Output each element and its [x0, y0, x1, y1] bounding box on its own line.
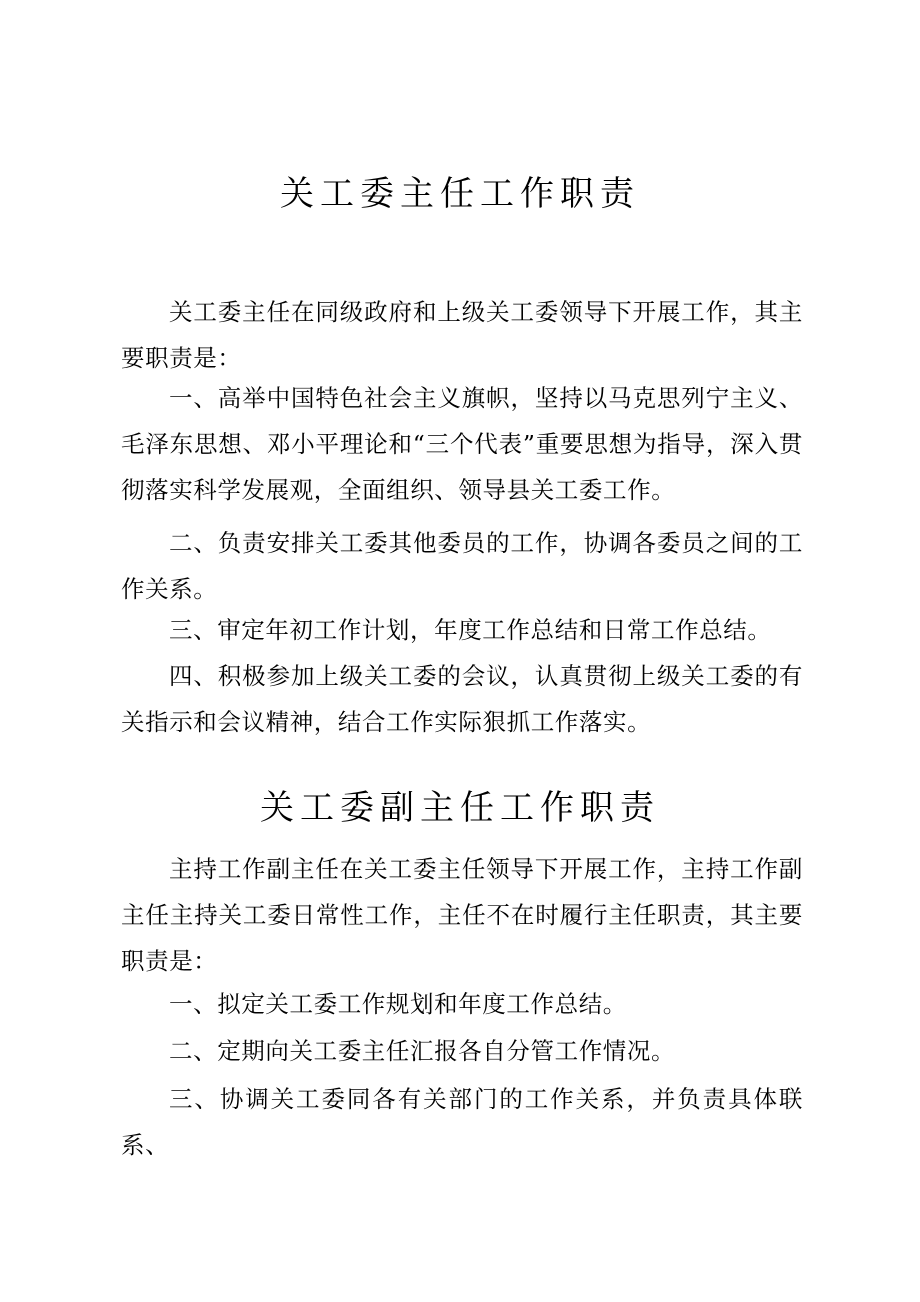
section-2-item-2: 二、定期向关工委主任汇报各自分管工作情况。 — [169, 1037, 676, 1065]
section-1-item-3: 三、审定年初工作计划，年度工作总结和日常工作总结。 — [169, 616, 772, 644]
section-2-intro-paragraph: 主持工作副主任在关工委主任领导下开展工作，主持工作副主任主持关工委日常性工作，主任不在时履行主任职责，其主要职责是： — [121, 855, 803, 975]
section-2-item-3: 三、协调关工委同各有关部门的工作关系，并负责具体联系、 — [121, 1085, 803, 1159]
section-1-title: 关工委主任工作职责 — [280, 174, 640, 214]
section-1-item-2: 二、负责安排关工委其他委员的工作，协调各委员之间的工作关系。 — [121, 529, 803, 603]
section-1-intro-paragraph: 关工委主任在同级政府和上级关工委领导下开展工作，其主要职责是： — [121, 298, 803, 372]
section-2-item-1: 一、拟定关工委工作规划和年度工作总结。 — [169, 990, 627, 1018]
section-2-title: 关工委副主任工作职责 — [260, 788, 660, 828]
section-1-item-1: 一、高举中国特色社会主义旗帜，坚持以马克思列宁主义、毛泽东思想、邓小平理论和“三个代表”重要思想为指导，深入贯彻落实科学发展观，全面组织、领导县关工委工作。 — [121, 384, 803, 504]
section-1-item-4: 四、积极参加上级关工委的会议，认真贯彻上级关工委的有关指示和会议精神，结合工作实际狠抓工作落实。 — [121, 662, 803, 736]
